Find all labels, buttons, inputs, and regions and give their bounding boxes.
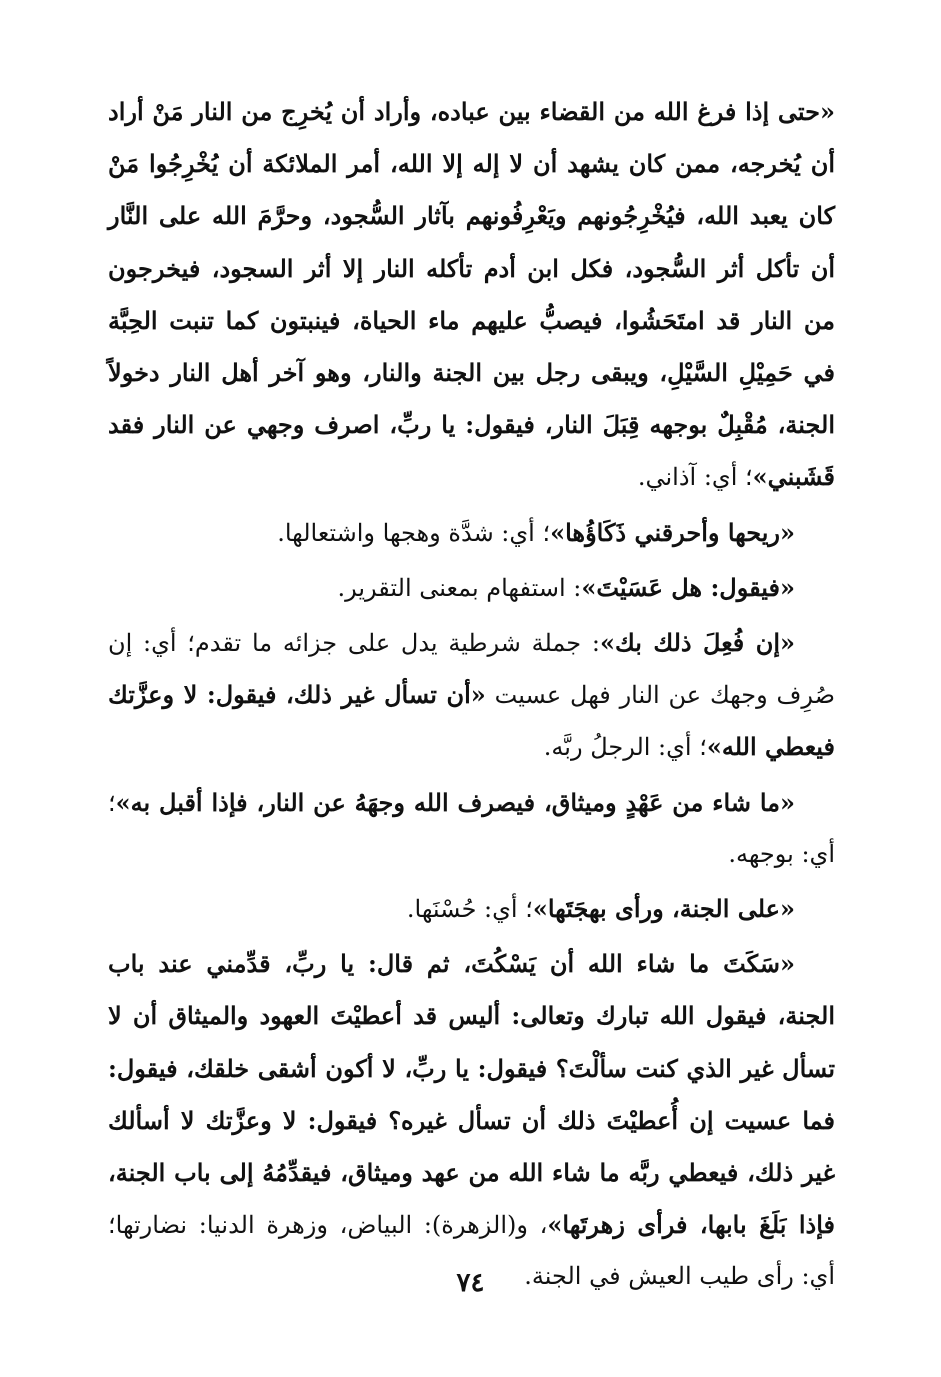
- paragraph-3: [108, 562, 835, 614]
- hadith-quote: «حتى إذا فرغ الله من القضاء بين عباده، وأراد أن يُخرِج من النار مَنْ أراد أن يُخرجه، ممن كان يشهد أن لا إله إلا الله، أمر الملائكة أن يُخْرِجُوا مَنْ كان يعبد الله، فيُخْرِجُونهم ويَعْرِفُونهم بآثار السُّجود، وحرَّمَ الله على النَّار أن تأكل أثر السُّجود، فكل ابن أدم تأكله النار إلا أثر السجود، فيخرجون من النار قد امتَحَشُوا، فيصبُّ عليهم ماء الحياة، فينبتون كما تنبت الحِبَّة في حَمِيْلِ السَّيْلِ، ويبقى رجل بين الجنة والنار، وهو آخر أهل النار دخولاً الجنة، مُقْبِلٌ بوجهه قِبَلَ النار، فيقول: يا ربِّ، اصرف وجهي عن النار فقد قَشَبني»: [108, 97, 835, 492]
- commentary-text: ؛ أي: شدَّة وهجها واشتعالها.: [277, 518, 551, 547]
- paragraph-1: [108, 86, 835, 504]
- commentary-text: ؛ أي: آذاني.: [637, 463, 753, 492]
- hadith-quote: «أن تسأل غير ذلك، فيقول: لا وعزَّتك فيعطي الله»: [108, 680, 835, 762]
- hadith-quote: «على الجنة، ورأى بهجَتَها»: [532, 894, 795, 924]
- hadith-quote: «ريحها وأحرقني ذَكَاؤُها»: [550, 517, 795, 547]
- paragraph-2: [108, 507, 835, 559]
- paragraph-7: [108, 938, 835, 1302]
- body-text: [108, 86, 835, 1306]
- commentary-text: ؛ أي: حُسْنَها.: [406, 895, 533, 924]
- hadith-quote: «سَكَتَ ما شاء الله أن يَسْكُتَ، ثم قال: يا ربِّ، قدِّمني عند باب الجنة، فيقول الله تبارك وتعالى: أليس قد أعطيْتَ العهود والميثاق أن لا تسأل غير الذي كنت سألْتَ؟ فيقول: يا ربِّ، لا أكون أشقى خلقك، فيقول: فما عسيت إن أُعطيْتَ ذلك أن تسأل غيره؟ فيقول: لا وعزَّتك لا أسألك غير ذلك، فيعطي ربَّه ما شاء الله من عهد وميثاق، فيقدِّمُهُ إلى باب الجنة، فإذا بَلَغَ بابها، فرأى زهرتَها»: [108, 949, 836, 1240]
- hadith-quote: «ما شاء من عَهْدٍ وميثاق، فيصرف الله وجهَهُ عن النار، فإذا أقبل به»: [115, 787, 795, 817]
- commentary-text: : جملة شرطية يدل على جزائه ما تقدم؛ أي: إن صُرِف وجهك عن النار فهل عسيت: [108, 629, 835, 710]
- page-number: ٧٤: [456, 1268, 485, 1298]
- commentary-text: ، و(الزهرة): البياض، وزهرة الدنيا: نضارتها؛ أي: رأى طيب العيش في الجنة.: [108, 1211, 835, 1291]
- paragraph-6: [108, 883, 835, 935]
- commentary-text: : استفهام بمعنى التقرير.: [337, 573, 582, 602]
- paragraph-4: [108, 617, 835, 774]
- paragraph-5: [108, 777, 835, 880]
- commentary-text: ؛ أي: الرجلُ ربَّه.: [543, 733, 707, 762]
- hadith-quote: «إن فُعِلَ ذلك بك»: [599, 628, 796, 658]
- hadith-quote: «فيقول: هل عَسَيْتَ»: [581, 572, 795, 602]
- commentary-text: ؛ أي: بوجهه.: [108, 788, 835, 868]
